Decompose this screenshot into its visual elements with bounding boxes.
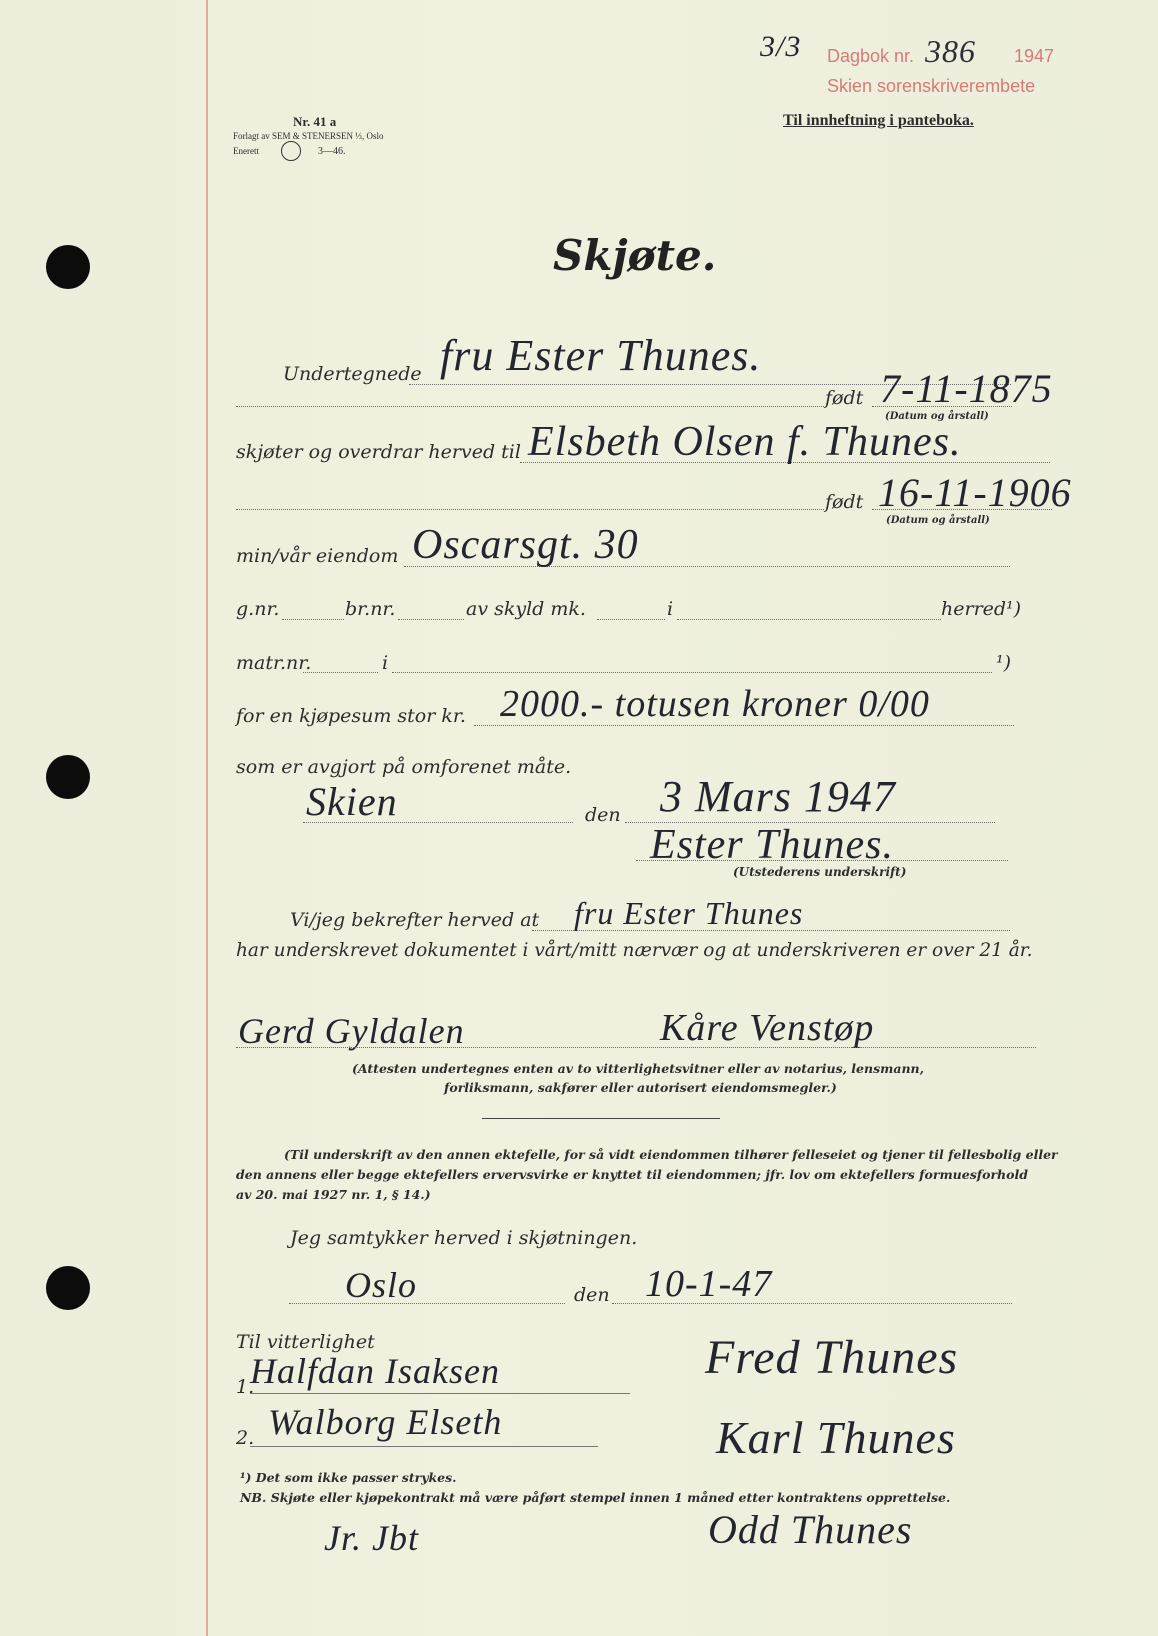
stamp-number: 386 (925, 33, 976, 69)
spouse-date: 10-1-47 (645, 1263, 773, 1305)
consent-text: Jeg samtykker herved i skjøtningen. (290, 1227, 638, 1249)
dotted-line (392, 672, 992, 673)
stamp-label: Dagbok nr. (827, 46, 915, 66)
place-value: Skien (306, 779, 398, 824)
publisher-logo-icon (281, 141, 301, 161)
spouse-signature-3: Odd Thunes (708, 1507, 913, 1552)
attestation-note: (Attesten undertegnes enten av to vitterlighetsvitner eller av notarius, lensmann, (352, 1061, 924, 1076)
skjoter-value: Elsbeth Olsen f. Thunes. (528, 419, 962, 465)
undertegnede-value: fru Ester Thunes. (440, 331, 762, 380)
punch-hole (46, 245, 90, 289)
footnote: ¹) Det som ikke passer strykes. (240, 1470, 457, 1485)
fodt-value-1: 7-11-1875 (880, 366, 1053, 411)
datum-caption: (Datum og årstall) (886, 515, 990, 526)
kjopesum-label: for en kjøpesum stor kr. (236, 705, 466, 727)
date-value: 3 Mars 1947 (660, 772, 896, 821)
header-note: Til innheftning i panteboka. (783, 112, 974, 129)
publisher-enerett: Enerett (233, 146, 259, 156)
attestation-text: har underskrevet dokumentet i vårt/mitt nærvær og at underskriveren er over 21 år. (236, 940, 1033, 961)
eiendom-label: min/vår eiendom (236, 545, 399, 567)
witness-signature-1: Gerd Gyldalen (238, 1011, 465, 1051)
document-title: Skjøte. (553, 231, 717, 280)
vitterlighet-label: Til vitterlighet (236, 1331, 375, 1353)
brnr-label: br.nr. (345, 598, 396, 620)
skyld-label: av skyld mk. (466, 598, 586, 620)
dotted-line (677, 619, 941, 620)
dotted-line (398, 619, 464, 620)
datum-caption: (Datum og årstall) (885, 411, 989, 422)
gnr-label: g.nr. (236, 598, 280, 620)
herred-label: herred¹) (941, 598, 1022, 620)
dotted-line (236, 1047, 1036, 1048)
form-number: Nr. 41 a (293, 114, 337, 129)
matr-note: ¹) (996, 652, 1012, 674)
witness-number-2: 2. (236, 1427, 255, 1449)
stamp-office: Skien sorenskriverembete (827, 76, 1036, 96)
fodt-label-2: født (825, 491, 864, 513)
dotted-line (236, 406, 824, 407)
witness-signature-2: Kåre Venstøp (660, 1007, 875, 1049)
spouse-note: av 20. mai 1927 nr. 1, § 14.) (236, 1187, 431, 1202)
publisher-line: Forlagt av SEM & STENERSEN ⅓, Oslo (233, 131, 384, 141)
witness-line (250, 1446, 598, 1447)
dotted-line (236, 509, 824, 510)
undertegnede-label: Undertegnede (283, 363, 422, 385)
spouse-den-label: den (574, 1284, 610, 1306)
avgjort-label: som er avgjort på omforenet måte. (236, 756, 572, 778)
spouse-note: (Til underskrift av den annen ektefelle, for så vidt eiendommen tilhører felleseiet og tjener til fellesbolig eller (284, 1147, 1058, 1162)
fodt-value-2: 16-11-1906 (878, 470, 1072, 515)
kjopesum-value: 2000.- totusen kroner 0/00 (500, 683, 930, 725)
initials: Jr. Jbt (324, 1518, 419, 1558)
attestation-note: forliksmann, sakfører eller autorisert eiendomsmegler.) (444, 1080, 837, 1095)
punch-hole (46, 755, 90, 799)
margin-line (206, 0, 208, 1636)
den-label: den (585, 804, 621, 826)
fodt-label-1: født (825, 387, 864, 409)
spouse-note: den annens eller begge ektefellers ervervsvirke er knyttet til eiendommen; jfr. lov om ektefellers formuesforhold (236, 1167, 1028, 1182)
witness-1-signature: Halfdan Isaksen (250, 1351, 500, 1391)
dotted-line (597, 619, 665, 620)
divider (482, 1118, 720, 1119)
attestation-label: Vi/jeg bekrefter herved at (290, 909, 540, 931)
dotted-line (289, 1303, 565, 1304)
issuer-signature: Ester Thunes. (650, 822, 894, 868)
witness-2-signature: Walborg Elseth (268, 1402, 503, 1442)
skjoter-label: skjøter og overdrar herved til (236, 441, 521, 463)
witness-line (250, 1393, 630, 1394)
publisher-date: 3—46. (318, 146, 346, 157)
spouse-place: Oslo (345, 1265, 418, 1305)
i-label: i (667, 598, 674, 620)
dotted-line (303, 672, 378, 673)
signature-caption: (Utstederens underskrift) (733, 865, 907, 879)
footnote: NB. Skjøte eller kjøpekontrakt må være påført stempel innen 1 måned etter kontraktens opprettelse. (240, 1490, 951, 1505)
fraction-note: 3/3 (760, 30, 802, 63)
punch-hole (46, 1266, 90, 1310)
attestation-value: fru Ester Thunes (574, 895, 804, 931)
eiendom-value: Oscarsgt. 30 (412, 522, 639, 568)
matr-label: matr.nr. (236, 652, 312, 674)
dotted-line (282, 619, 344, 620)
stamp-year: 1947 (1014, 46, 1055, 66)
spouse-signature-1: Fred Thunes (705, 1331, 959, 1384)
witness-number-1: 1. (236, 1376, 255, 1398)
matr-i-label: i (382, 652, 389, 674)
spouse-signature-2: Karl Thunes (716, 1412, 956, 1463)
